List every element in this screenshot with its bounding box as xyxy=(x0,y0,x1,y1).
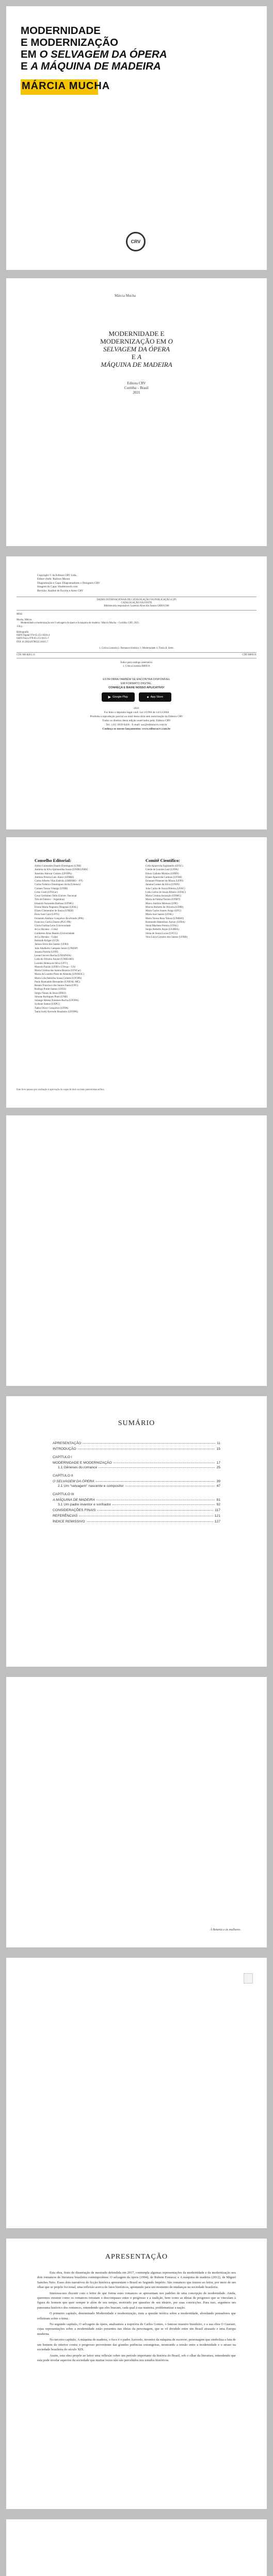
toc-entry[interactable] xyxy=(53,1466,220,1469)
cover-title-line4: E A MÁQUINA DE MADEIRA xyxy=(21,60,161,72)
editorial-board-member: Fernando Antônio Gonçalves Alcoforado (IPB) xyxy=(35,917,84,920)
toc-entry-label: 2.1 Um “selvagem” nascente e compositor xyxy=(58,1484,124,1488)
editorial-board-member: Leonel Severo Rocha (UNISINOS) xyxy=(35,955,71,957)
editorial-board-member: Antônio Pereira Gaio Júnior (UFRRJ) xyxy=(35,876,74,879)
cip-cdu: CDU 869.0(81).31 xyxy=(17,654,36,657)
editorial-board-member: Anselmo Alencar Colares (UFOPA) xyxy=(35,872,72,875)
download-line1: ESTA OBRA TAMBÉM SE ENCONTRA DISPONÍVEL xyxy=(103,678,170,681)
cip-cutter: M942 xyxy=(17,613,23,616)
blank-page xyxy=(6,1115,267,1386)
toc-entry-label: CAPÍTULO II xyxy=(53,1474,73,1478)
blank-page-2 xyxy=(6,1958,267,2228)
editorial-board-member: Guillermo Arias Beatón (Universidade xyxy=(35,932,75,935)
presentation-body xyxy=(37,2270,236,2364)
cover-author: MÁRCIA MUCHA xyxy=(22,80,110,92)
toc-leader-dots xyxy=(97,1510,213,1511)
copyright-line: Copyright © da Editora CRV Ltda. xyxy=(37,574,77,577)
scientific-committee-member: João Carlos de Souza Ribeiro (UFAC) xyxy=(146,887,185,890)
title-line4: E A xyxy=(131,353,142,361)
scientific-committee-member: Edson Galinho Martins (UFRN) xyxy=(146,872,179,875)
scientific-committee-member: Sônia Marilene Pereira (UFAL) xyxy=(146,925,179,927)
toc-entry-label: 3.1 Um padre inventor e sonhador xyxy=(58,1503,111,1506)
editorial-board-member: Elizeu Clementino de Souza (UNEB) xyxy=(35,910,73,912)
editorial-board-member: Gloria Fariñas León (Universidade xyxy=(35,925,71,927)
toc-entry-page: 121 xyxy=(214,1514,220,1518)
toc-entry-label: ÍNDICE REMISSIVO xyxy=(53,1520,85,1523)
blank-page-3 xyxy=(6,2519,267,2576)
editorial-board-member: Francisco Carlos Duarte (PUC-PR) xyxy=(35,921,71,924)
half-title-author: Márcia Mucha xyxy=(115,294,136,298)
download-line3: CONHEÇA E BAIXE NOSSO APLICATIVO! xyxy=(108,686,165,689)
title-page-body xyxy=(6,299,267,412)
toc-entry[interactable] xyxy=(53,1480,220,1483)
title-line2: MODERNIZAÇÃO EM O xyxy=(100,337,173,345)
title-line5: MÁQUINA DE MADEIRA xyxy=(101,361,172,368)
toc-entry[interactable] xyxy=(53,1474,220,1478)
scientific-committee-member: Sergio Roberto Anjos (ULBRA) xyxy=(146,928,179,931)
scientific-committee-member: Cleide de Lourdes Leal (UFPA) xyxy=(146,869,179,872)
toc-entry-label: REFERÊNCIAS xyxy=(53,1514,78,1518)
copyright-page xyxy=(6,556,267,829)
editorial-board-member: Elione Maria Nogueira Diogenes (UFAL) xyxy=(35,906,78,909)
toc-entry-label: O SELVAGEM DA ÓPERA xyxy=(53,1480,94,1483)
presentation-paragraph: Assim, esta obra propõe ao leitor uma reflexão sobre um período importante da história do Brasil, sob o olhar da literatura, entendendo que esta pode revelar aspectos da sociedade que muitas vezes não são percebidos nos estudos históricos. xyxy=(37,2353,236,2362)
editorial-board-member: Jailson Alves dos Santos (UFRJ) xyxy=(35,943,69,946)
cip-title: DADOS INTERNACIONAIS DE CATALOGAÇÃO NA PUBLICAÇÃO (CIP) xyxy=(97,599,176,601)
editorial-board-list xyxy=(35,865,133,1014)
toc-leader-dots xyxy=(96,1481,215,1482)
toc-entry-page: 11 xyxy=(216,1442,220,1445)
legal-line2: Proibida a reprodução parcial ou total desta obra sem autorização da Editora CRV xyxy=(90,715,183,718)
editorial-board-member: Cesar Gerônimo Tello (Univer. Nacional xyxy=(35,895,77,897)
scientific-committee-member: Célia Aparecida Fagnanello (UFSC) xyxy=(146,865,183,868)
page-mark xyxy=(244,1973,253,1984)
toc-entry-page: 39 xyxy=(216,1480,220,1483)
editorial-board-member: Eduardo Fernandes Barbosa (UFMG) xyxy=(35,902,74,905)
copyright-image: Imagem da Capa: Shutterstock.com xyxy=(37,585,78,589)
title-line3: SELVAGEM DA ÓPERA xyxy=(103,345,170,353)
title-year: 2021 xyxy=(133,391,140,395)
cip-entry: Mucha, Márcia xyxy=(17,619,32,622)
presentation-paragraph: Esta obra, fruto de dissertação de mestrado defendida em 2017, contempla algumas representações da modernidade e da modernização nos dois romances de literatura brasileira contemporânea: O selvagem da ópera (1994), de Rubem Fonseca; e A máquina de madeira (2012), de Miguel Sanches Neto. Esses dois narrativos de ficção histórica apresentam o Brasil no Segundo Império. São romances que trazem ao leitor, por meio de um olhar que se propõe ficcional, uma reflexão acerca de fatos históricos, apontando para um momento de mudanças na sociedade brasileira. xyxy=(37,2271,236,2290)
editorial-board-member: Lídia de Oliveira Xavier (UNIEURO) xyxy=(35,958,74,961)
cover-title-line1: MODERNIDADE xyxy=(21,25,101,37)
cip-subjects: 1. Crítica Literária 2. Romance histórico 3. Modernidade 4. Título II. Série. xyxy=(99,647,174,650)
editorial-board-member: Lourdes Helena da Silva (UFV) xyxy=(35,962,68,965)
scientific-committee-member: Janaina Gomes da Silva (UFRN) xyxy=(146,884,180,887)
cip-pages: 150 p. xyxy=(17,625,23,628)
boards-page xyxy=(6,837,267,1108)
apple-icon: ● xyxy=(147,695,149,699)
toc-entry[interactable] xyxy=(53,1498,220,1502)
presentation-paragraph: No segundo capítulo, O selvagem da ópera, analisamos a trajetória de Carlos Gomes, o famoso maestro brasileiro, e a sua obra O Guarani, cujas representações sobre a modernidade estão presentes nas ideias da personagem, que se vê dividido entre um Brasil atrasado e uma Europa moderna. xyxy=(37,2323,236,2336)
google-play-badge[interactable]: ▶ Google Play xyxy=(102,692,135,702)
crv-logo: CRV xyxy=(126,232,146,251)
cover-page xyxy=(6,6,267,270)
toc-entry[interactable] xyxy=(53,1503,220,1506)
toc-entry-label: A MÁQUINA DE MADEIRA xyxy=(53,1498,95,1502)
cip-entry-body: Modernidade e modernização em O selvagem da ópera e A máquina de madeira / Márcia Mucha – Curitiba: CRV, 2021. xyxy=(21,622,140,625)
toc-entry-page: 17 xyxy=(216,1461,220,1465)
scientific-committee-member: Maria Teresa Rosa Veloso (UNIRIO) xyxy=(146,917,184,920)
toc-entry[interactable] xyxy=(53,1484,220,1488)
toc-entry[interactable] xyxy=(53,1520,220,1523)
title-publisher: Editora CRV xyxy=(127,381,146,385)
editorial-board-member: Sydione Santos (UEPG) xyxy=(35,1003,60,1006)
legal-line3: Todos os direitos desta edição reservados pela: Editora CRV xyxy=(102,719,171,722)
presentation-paragraph: No terceiro capítulo, A máquina de madeira, o foco é o padre Azevedo, inventor da máquina de escrever, personagem que simboliza a luta de um homem do interior contra o progresso proveniente das grandes potências estrangeiras, mostrando a tensão entre a modernidade e o atraso na sociedade brasileira do século XIX. xyxy=(37,2338,236,2352)
toc-entry-page: 81 xyxy=(216,1498,220,1502)
scientific-committee-member: Lidia Carlos de Souza Ribeiro (UFAC) xyxy=(146,891,186,894)
toc-entry-label: CAPÍTULO I xyxy=(53,1455,72,1459)
toc-entry-label: 1.1 Gêneses do romance xyxy=(58,1466,98,1469)
toc-entry-page: 25 xyxy=(216,1466,220,1469)
editorial-board-member: Carlos Federico Domínguez Avila (Unieuro) xyxy=(35,884,81,887)
presentation-paragraph: O primeiro capítulo, denominado Modernidade e modernização, trata a questão teórica sobre a modernidade, abordando pensadores que refletiram sobre o tema. xyxy=(37,2312,236,2320)
editorial-board-member: Helmuth Krüger (UCP) xyxy=(35,940,59,942)
toc-entry[interactable] xyxy=(53,1461,220,1465)
editorial-board-member: Andréia da Silva Quintanilha Sousa (UNIR/UFRN) xyxy=(35,869,88,872)
legal-line1: Foi feito o depósito legal conf. Lei 10.994 de 14/12/2004 xyxy=(104,710,169,714)
toc-entry-page: 15 xyxy=(216,1447,220,1451)
editorial-board-member: de La Havana – Cuba) xyxy=(35,936,58,939)
editorial-board-member: João Adalberto Campato Junior (UNESP) xyxy=(35,947,78,950)
editorial-board-member: Simone Rodrigues Pinto (UNB) xyxy=(35,995,68,998)
copyright-year: 2021 xyxy=(134,707,139,710)
toc-leader-dots xyxy=(99,1467,215,1468)
index-title: Índice para catálogo sistemático xyxy=(120,662,153,665)
scientific-committee-member: Marco Antônio Mortoza (UPE) xyxy=(146,902,178,905)
title-line1: MODERNIDADE E xyxy=(108,330,165,337)
toc-entry-page: 127 xyxy=(214,1520,220,1523)
toc-entry-label: INTRODUÇÃO xyxy=(53,1447,76,1451)
editorial-board-member: Renato Francisco dos Santos Paula (UFG) xyxy=(35,985,78,987)
cip-isbn-fisico: ISBN Físico 978-65-251-0415-7 xyxy=(17,637,49,640)
dedication-text: À Betania e às mulheres. xyxy=(210,1928,241,1931)
copyright-editor: Editor-chefe: Railson Moura xyxy=(37,578,70,581)
toc-list xyxy=(53,1442,220,1523)
toc-page xyxy=(6,1396,267,1667)
toc-entry-label: CAPÍTULO III xyxy=(53,1493,74,1496)
presentation-title: APRESENTAÇÃO xyxy=(105,2253,168,2261)
editorial-board-member: Celso Conti (UFSCar) xyxy=(35,891,58,894)
scientific-committee-member: Raimundo Helenilson Xavier (UFBA) xyxy=(146,921,185,924)
editorial-board-title: Conselho Editorial: xyxy=(35,858,72,863)
toc-entry[interactable] xyxy=(53,1447,220,1451)
scientific-committee-member: Eliane Aparecida Cardoso (UFSM) xyxy=(146,876,182,879)
title-city: Curitiba – Brasil xyxy=(124,386,149,390)
toc-leader-dots xyxy=(83,1443,215,1444)
toc-entry-label: MODERNIDADE E MODERNIZAÇÃO xyxy=(53,1461,112,1465)
cip-block xyxy=(17,597,256,611)
scientific-committee-member: Vera Lúcia Carneiro dos Santos (UFRB) xyxy=(146,936,187,939)
toc-title: SUMÁRIO xyxy=(118,1419,155,1427)
editorial-board-member: Solange Helena Ximenes-Rocha (UFOPA) xyxy=(35,999,79,1002)
cover-title-line3: EM O SELVAGEM DA ÓPERA xyxy=(21,48,167,60)
editorial-board-member: Rodrigo Pratte-Santos (UFES) xyxy=(35,988,67,991)
scientific-committee-list xyxy=(146,865,244,939)
editorial-board-member: Sérgio Nunes de Jesus (IFRO) xyxy=(35,992,66,995)
editorial-board-member: Josania Portela (UFPI) xyxy=(35,951,58,954)
toc-entry[interactable] xyxy=(53,1455,220,1459)
peer-review-note: Este livro passou por avaliação e aprovação às cegas de dois ou mais pareceristas ad hoc. xyxy=(17,1089,105,1091)
scientific-committee-member: Emanuel Pimentel de Moura (UFPI) xyxy=(146,880,183,883)
scientific-committee-member: Maria de Fátima Tormin (UFMT) xyxy=(146,899,181,902)
scientific-committee-title: Comitê Científico: xyxy=(146,858,180,863)
scientific-committee-member: Sônia de Souza Lucas (UFCG) xyxy=(146,932,178,935)
scientific-committee-member: Maria José Santos (UFAL) xyxy=(146,913,173,917)
editorial-board-member: Maria Cristina dos Santos Bezerra (UFSCar) xyxy=(35,970,81,972)
toc-entry[interactable] xyxy=(53,1514,220,1518)
editorial-board-member: Três de Febrero – Argentina) xyxy=(35,899,65,902)
cip-subtitle: CATALOGAÇÃO NA FONTE xyxy=(121,602,152,605)
toc-entry-page: 117 xyxy=(215,1509,220,1512)
scientific-committee-member: Maria Cristina Ascunção (UFMG) xyxy=(146,895,181,897)
toc-entry-page: 92 xyxy=(216,1503,220,1506)
editorial-board-member: Tania Suely Azevedo Brasileiro (UFOPA) xyxy=(35,1010,78,1013)
editorial-board-member: Marcelo Paixão (UFRJ e UTexas – US) xyxy=(35,965,76,969)
scientific-committee-member: Mário Carlos Soares Arago (UFG) xyxy=(146,910,182,912)
toc-entry-label: CONSIDERAÇÕES FINAIS xyxy=(53,1509,96,1512)
index-entry: 1. Crítica Literária B869.91 xyxy=(122,665,151,668)
presentation-page xyxy=(6,2239,267,2509)
editorial-board-member: de La Havana – Cuba) xyxy=(35,928,58,931)
toc-entry[interactable] xyxy=(53,1442,220,1445)
cip-librarian: Bibliotecária responsável: Luzenira Alves dos Santos CRB9/1506 xyxy=(104,605,169,608)
app-store-badge[interactable]: ● App Store xyxy=(139,692,172,702)
legal-line5: Conheça os nossos lançamentos: www.editoracrv.com.br xyxy=(102,727,171,731)
editorial-board-member: Tadeu Oliver Gonçalves (UFPA) xyxy=(35,1007,69,1010)
download-line2: EM FORMATO DIGITAL. xyxy=(121,682,152,685)
cip-isbn-digital: ISBN Digital 978-65-251-0416-4 xyxy=(17,634,50,637)
cip-biblio: Bibliografia xyxy=(17,631,29,634)
editorial-board-member: Maria de Lourdes Pinto de Almeida (UNOESC) xyxy=(35,973,85,976)
toc-leader-dots xyxy=(87,1521,213,1522)
scientific-committee-member: Marcos Roberto de Oliveira (UFPB) xyxy=(146,906,184,909)
toc-entry-label: APRESENTAÇÃO xyxy=(53,1442,82,1445)
dedication-page xyxy=(6,1677,267,1947)
legal-line4: Tel.: (41) 3039-6418 - E-mail: sac@editoracrv.com.br xyxy=(106,723,167,726)
toc-leader-dots xyxy=(113,1504,215,1505)
copyright-review: Revisão: Análise de Escrita e Artes CRV xyxy=(37,589,84,592)
toc-entry-page: 47 xyxy=(216,1484,220,1488)
cip-doi: DOI 10.24824/978652510415.7 xyxy=(17,640,49,643)
play-icon: ▶ xyxy=(108,696,111,699)
editorial-board-member: Carlos Alberto Vilar Estêvão (UMINHO – PT) xyxy=(35,880,83,883)
editorial-board-member: Carmen Tereza Velanga (UNIR) xyxy=(35,887,68,890)
cip-cdd: CDD B869.91 xyxy=(242,654,256,657)
presentation-paragraph: Interessa-nos discutir com o leitor de que forma estes romances se apresentam nos padrões de uma concepção de modernidade. Ainda, queremos mostrar como os romances retratam o descompasso entre o progresso e a tradição, bem como as ideias de progresso que se vinculam à figura do homem que quer sempre ir além de seu tempo, motivado por questões de seu ideário, por suas convicções. Para isso, seguimos um panorama histórico dos romances, entendendo que eles buscam, cada qual à sua maneira, problematizar a nação. xyxy=(37,2291,236,2310)
copyright-design: Diagramação e Capa: Diagramadores e Designers CRV xyxy=(37,581,100,585)
cover-title-line2: E MODERNIZAÇÃO xyxy=(21,37,119,48)
editorial-board-member: Paulo Romualdo Hernandes (UNIFAL-MG) xyxy=(35,980,81,984)
toc-entry[interactable] xyxy=(53,1509,220,1512)
editorial-board-member: Aldira Guimarães Duarte Domínguez (UNB) xyxy=(35,865,82,868)
editorial-board-member: Élsio José Corá (UFFS) xyxy=(35,913,59,917)
toc-entry[interactable] xyxy=(53,1493,220,1496)
editorial-board-member: Maria Lília Imbiriba Sousa Colares (UFOPA) xyxy=(35,977,82,980)
